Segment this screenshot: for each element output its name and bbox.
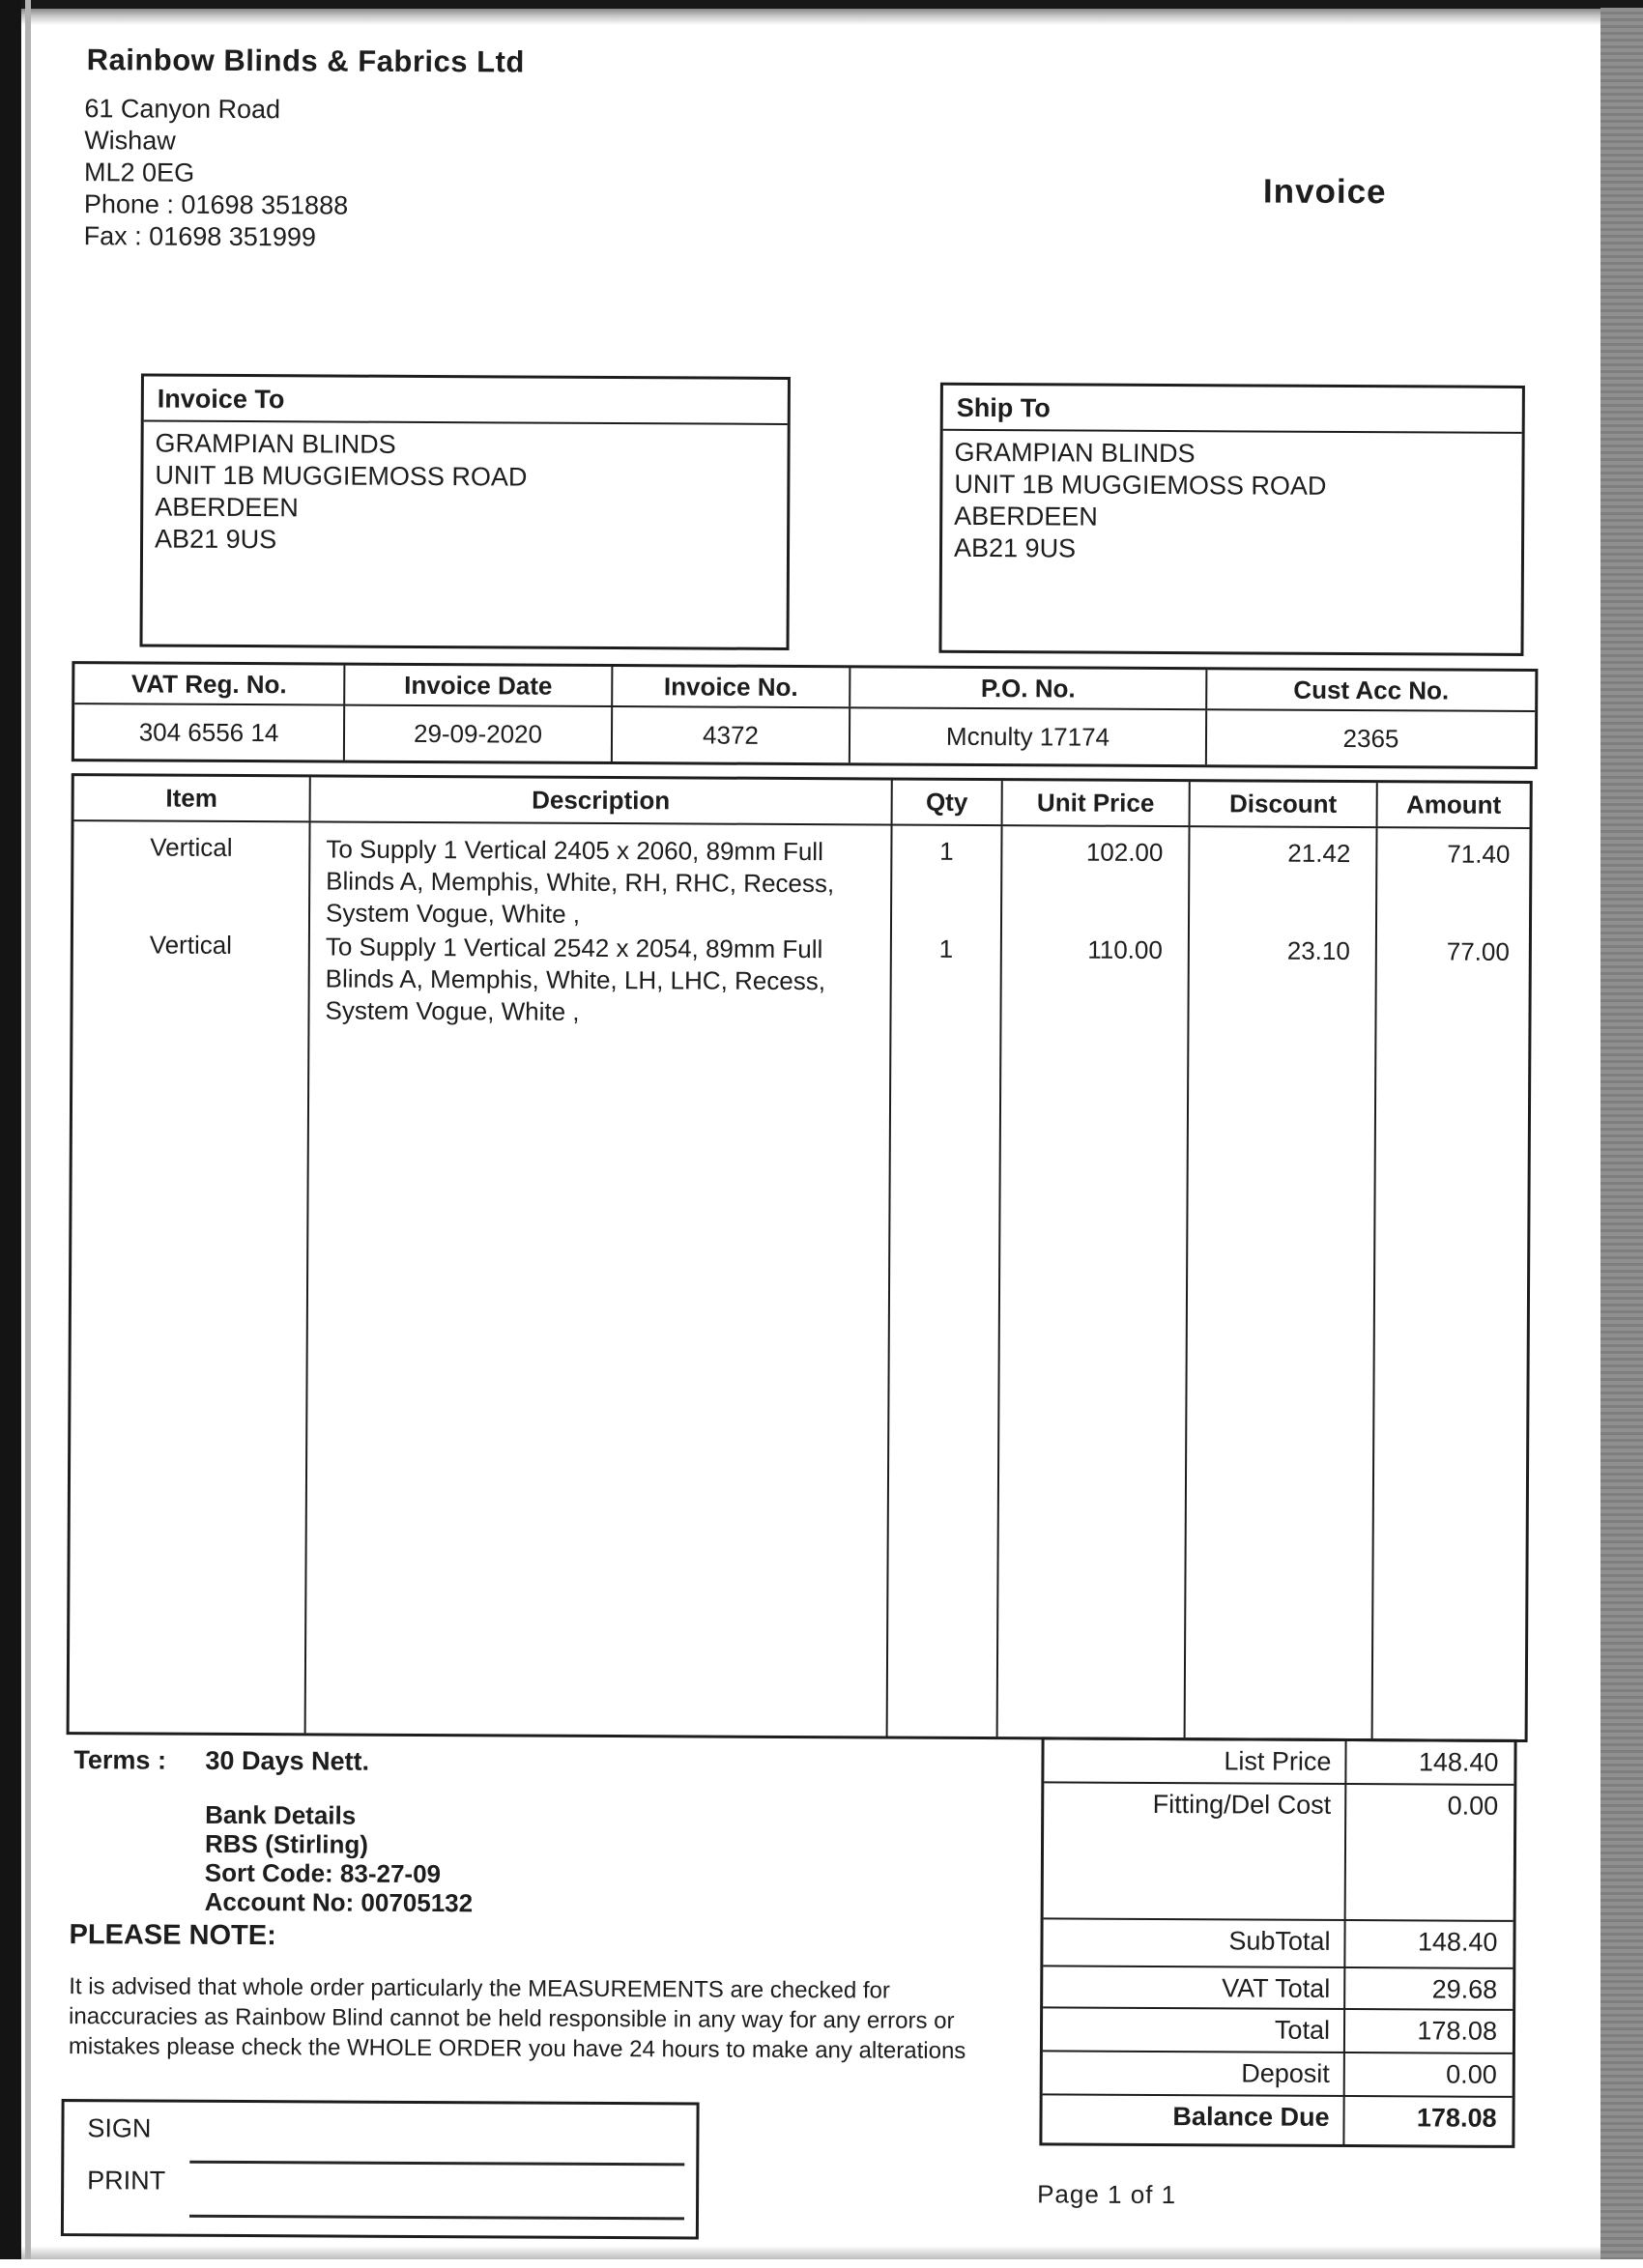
total-row-total (1043, 2006, 1513, 2053)
total-row-balance-due (1042, 2093, 1512, 2145)
items-header-discount: Discount (1189, 782, 1376, 826)
total-value: 148.40 (1343, 1921, 1513, 1967)
terms-label: Terms : (73, 1745, 167, 1775)
ship-to-label: Ship To (943, 386, 1522, 434)
item-discount: 21.42 (1287, 838, 1351, 869)
totals-box (1039, 1737, 1516, 2148)
meta-value-invoice-date: 29-09-2020 (343, 706, 611, 761)
total-row-vat-total (1043, 1965, 1513, 2009)
ship-to-line: AB21 9US (953, 532, 1077, 563)
item-description: To Supply 1 Vertical 2542 x 2054, 89mm Full Blinds A, Memphis, White, LH, LHC, Recess, System Vogue, White , (325, 932, 826, 1026)
total-value: 178.08 (1343, 2010, 1513, 2053)
items-header-description: Description (309, 777, 891, 823)
meta-header-po-no: P.O. No. (849, 668, 1205, 708)
invoice-to-line: GRAMPIAN BLINDS (155, 428, 396, 459)
items-column-discount (1184, 827, 1376, 1738)
meta-value-vat-reg: 304 6556 14 (138, 716, 279, 747)
please-note-heading: PLEASE NOTE: (69, 1919, 276, 1952)
bank-details-heading: Bank Details (205, 1799, 357, 1830)
item-unit-price: 102.00 (1085, 837, 1164, 867)
meta-header-invoice-date: Invoice Date (343, 666, 611, 705)
ship-to-line: GRAMPIAN BLINDS (954, 437, 1196, 469)
total-value: 178.08 (1342, 2097, 1512, 2145)
total-row-deposit (1043, 2050, 1513, 2096)
print-label: PRINT (87, 2166, 166, 2196)
meta-value-cust-acc: 2365 (1205, 710, 1535, 766)
company-address (84, 93, 349, 253)
company-address-line: Wishaw (84, 126, 176, 156)
bank-name: RBS (Stirling) (204, 1828, 369, 1859)
item-description: To Supply 1 Vertical 2405 x 2060, 89mm Full Blinds A, Memphis, White, RH, RHC, Recess, System Vogue, White , (325, 834, 835, 929)
invoice-to-line: AB21 9US (155, 524, 277, 555)
items-column-qty (886, 826, 1001, 1737)
invoice-to-line: UNIT 1B MUGGIEMOSS ROAD (155, 460, 528, 492)
bank-account-no: Account No: 00705132 (204, 1886, 474, 1918)
item-discount: 23.10 (1286, 935, 1350, 966)
terms-value: 30 Days Nett. (205, 1745, 370, 1776)
invoice-to-label: Invoice To (144, 376, 788, 424)
item-qty: 1 (938, 933, 954, 963)
print-line (189, 2215, 684, 2221)
total-label: Balance Due (1172, 2102, 1330, 2132)
bank-details (205, 1800, 474, 1917)
total-label: Total (1274, 2015, 1331, 2045)
bank-sort-code: Sort Code: 83-27-09 (204, 1857, 442, 1889)
invoice-to-box (139, 373, 790, 650)
company-phone: Phone : 01698 351888 (83, 189, 349, 220)
meta-header-invoice-no: Invoice No. (611, 667, 849, 706)
company-address-line: 61 Canyon Road (84, 94, 281, 125)
total-row-list-price (1044, 1739, 1513, 1784)
total-row-fitting-del-cost (1044, 1781, 1514, 1920)
meta-header-cust-acc: Cust Acc No. (1205, 670, 1535, 710)
total-value: 0.00 (1343, 2053, 1513, 2096)
scan-edge-left (0, 0, 21, 2259)
total-value: 0.00 (1344, 1785, 1514, 1920)
please-note-body: It is advised that whole order particularly the MEASUREMENTS are checked for inaccuracies as Rainbow Blind cannot be held responsible in any way for any errors or mistakes please check the WHOLE ORDER you have 24 hours to make any alterations (68, 1973, 966, 2064)
invoice-to-line: ABERDEEN (155, 492, 299, 523)
items-header-unit-price: Unit Price (1001, 781, 1189, 825)
meta-header-vat-reg: VAT Reg. No. (130, 668, 287, 699)
total-label: Fitting/Del Cost (1152, 1789, 1332, 1820)
meta-value-po-no: Mcnulty 17174 (849, 708, 1205, 764)
ship-to-address (942, 431, 1522, 567)
company-fax: Fax : 01698 351999 (83, 221, 317, 252)
scan-edge-right (1600, 8, 1643, 2259)
items-column-unit-price (996, 826, 1189, 1737)
item-unit-price: 110.00 (1087, 934, 1163, 964)
invoice-to-address (143, 421, 788, 558)
items-header-qty: Qty (891, 781, 1001, 825)
items-table (67, 773, 1533, 1742)
item-amount: 71.40 (1447, 839, 1511, 869)
total-label: SubTotal (1228, 1926, 1331, 1956)
document-title: Invoice (1262, 172, 1387, 212)
items-header-amount: Amount (1376, 783, 1530, 827)
company-address-line: ML2 0EG (83, 158, 195, 187)
ship-to-line: UNIT 1B MUGGIEMOSS ROAD (954, 469, 1327, 501)
items-body (70, 821, 1530, 1739)
invoice-meta-table (72, 661, 1539, 769)
item-qty: 1 (939, 836, 954, 866)
meta-value-row (74, 704, 1535, 766)
total-label: List Price (1224, 1746, 1332, 1776)
ship-to-box (938, 383, 1524, 656)
item-type: Vertical (149, 930, 233, 960)
item-type: Vertical (150, 832, 233, 862)
meta-value-invoice-no: 4372 (611, 707, 849, 762)
signature-box (61, 2099, 700, 2239)
items-header-row (74, 776, 1530, 829)
items-column-description (304, 822, 891, 1736)
scan-line-left (25, 0, 31, 2259)
total-label: Deposit (1241, 2058, 1330, 2088)
items-column-amount (1371, 828, 1530, 1739)
sign-label: SIGN (87, 2113, 152, 2143)
items-header-item: Item (165, 783, 217, 813)
company-name: Rainbow Blinds & Fabrics Ltd (86, 43, 525, 79)
total-label: VAT Total (1222, 1973, 1331, 2003)
page-number: Page 1 of 1 (1037, 2179, 1177, 2210)
total-value: 29.68 (1343, 1968, 1513, 2009)
item-amount: 77.00 (1446, 936, 1510, 966)
total-value: 148.40 (1344, 1741, 1513, 1784)
ship-to-line: ABERDEEN (954, 501, 1098, 531)
items-column-item (70, 821, 309, 1733)
sign-line (189, 2161, 684, 2167)
total-row-subtotal (1043, 1917, 1513, 1967)
